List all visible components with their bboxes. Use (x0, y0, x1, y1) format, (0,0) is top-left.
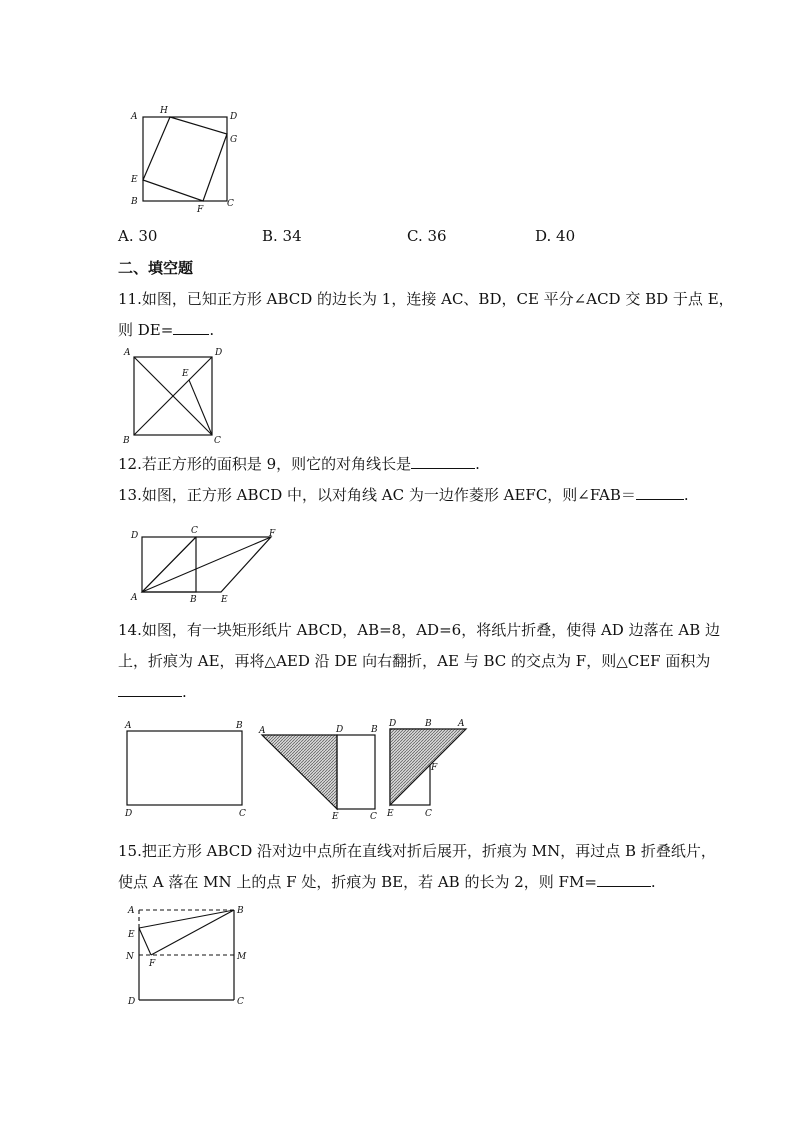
figure-q11 (118, 343, 238, 447)
label-D: D (336, 725, 344, 735)
segment-ef (139, 928, 151, 955)
label-C: C (237, 997, 244, 1007)
label-M: M (237, 952, 247, 962)
label-H: H (160, 106, 168, 116)
q15-answer-blank[interactable] (597, 872, 651, 887)
label-F: F (149, 959, 156, 969)
label-E: E (128, 930, 135, 940)
label-C: C (214, 436, 221, 446)
q14-line2: 上，折痕为 AE，再将△AED 沿 DE 向右翻折，AE 与 BC 的交点为 F，则△CEF 面积为 (118, 652, 711, 670)
q15-line2-text: 使点 A 落在 MN 上的点 F 处，折痕为 BE，若 AB 的长为 2，则 FM= (118, 873, 597, 891)
fig14-first-fold (258, 725, 378, 822)
label-A: A (131, 112, 138, 122)
label-B: B (131, 197, 138, 207)
label-F: F (431, 763, 438, 773)
label-A: A (128, 906, 135, 916)
figure-q10 (125, 100, 245, 215)
q11-line2 (118, 320, 214, 340)
label-D: D (125, 809, 133, 819)
outer-square (143, 117, 227, 201)
q11-answer-blank[interactable] (173, 320, 209, 335)
label-A: A (125, 721, 132, 731)
figure-q13 (128, 524, 288, 606)
diagonal-ac (142, 537, 196, 592)
q11-line1: 11.如图，已知正方形 ABCD 的边长为 1，连接 AC、BD，CE 平分∠ACD 交 BD 于点 E， (118, 290, 734, 308)
label-D: D (230, 112, 238, 122)
segment-fb (151, 910, 234, 955)
label-B: B (123, 436, 130, 446)
q12-line1 (118, 454, 480, 474)
choice-a: A. 30 (118, 227, 158, 245)
choice-d: D. 40 (535, 227, 576, 245)
q12-answer-blank[interactable] (411, 454, 475, 469)
label-A: A (124, 348, 131, 358)
segment-af (142, 537, 271, 592)
q15-tail: . (650, 873, 656, 891)
q13-tail: . (683, 486, 689, 504)
label-E: E (221, 595, 228, 605)
label-E: E (182, 369, 189, 379)
figure-q14 (115, 715, 475, 823)
fig14-second-fold (386, 719, 466, 819)
label-C: C (191, 526, 198, 536)
fig14-rectangle (124, 721, 246, 819)
q11-tail: . (209, 321, 215, 339)
inner-square (143, 117, 227, 201)
label-C: C (425, 809, 432, 819)
label-C: C (227, 199, 234, 209)
q15-line2 (118, 872, 656, 892)
q12-tail: . (475, 455, 480, 473)
figure-q15 (122, 900, 262, 1012)
label-E: E (387, 809, 394, 819)
section-title: 二、填空题 (118, 259, 194, 277)
label-A: A (259, 726, 266, 736)
label-B: B (237, 906, 244, 916)
label-E: E (131, 175, 138, 185)
q13-text: 13.如图，正方形 ABCD 中，以对角线 AC 为一边作菱形 AEFC，则∠FAB＝ (118, 486, 636, 504)
label-A: A (131, 593, 138, 603)
choice-c: C. 36 (407, 227, 447, 245)
label-C: C (239, 809, 246, 819)
label-B: B (371, 725, 378, 735)
label-G: G (230, 135, 238, 145)
label-C: C (370, 812, 377, 822)
label-D: D (131, 531, 139, 541)
label-D: D (215, 348, 223, 358)
q11-line2-text: 则 DE= (118, 321, 174, 339)
label-E: E (332, 812, 339, 822)
label-F: F (269, 529, 276, 539)
q13-line1 (118, 485, 689, 505)
label-D: D (389, 719, 397, 729)
label-D: D (128, 997, 136, 1007)
label-B: B (190, 595, 197, 605)
label-A: A (458, 719, 465, 729)
q15-line1: 15.把正方形 ABCD 沿对边中点所在直线对折后展开，折痕为 MN，再过点 B 折叠纸片， (118, 842, 716, 860)
label-B: B (425, 719, 432, 729)
label-N: N (126, 952, 134, 962)
bisector-ce (189, 380, 212, 435)
q14-answer-blank[interactable] (118, 682, 182, 697)
q14-tail: . (182, 683, 187, 701)
q14-line3 (118, 682, 187, 702)
q13-answer-blank[interactable] (636, 485, 684, 500)
label-B: B (236, 721, 243, 731)
label-F: F (197, 205, 204, 215)
q12-text: 12.若正方形的面积是 9，则它的对角线长是 (118, 455, 412, 473)
q14-line1: 14.如图，有一块矩形纸片 ABCD，AB=8，AD=6，将纸片折叠，使得 AD 边落在 AB 边 (118, 621, 720, 639)
choice-b: B. 34 (262, 227, 302, 245)
crease-be (139, 910, 234, 928)
